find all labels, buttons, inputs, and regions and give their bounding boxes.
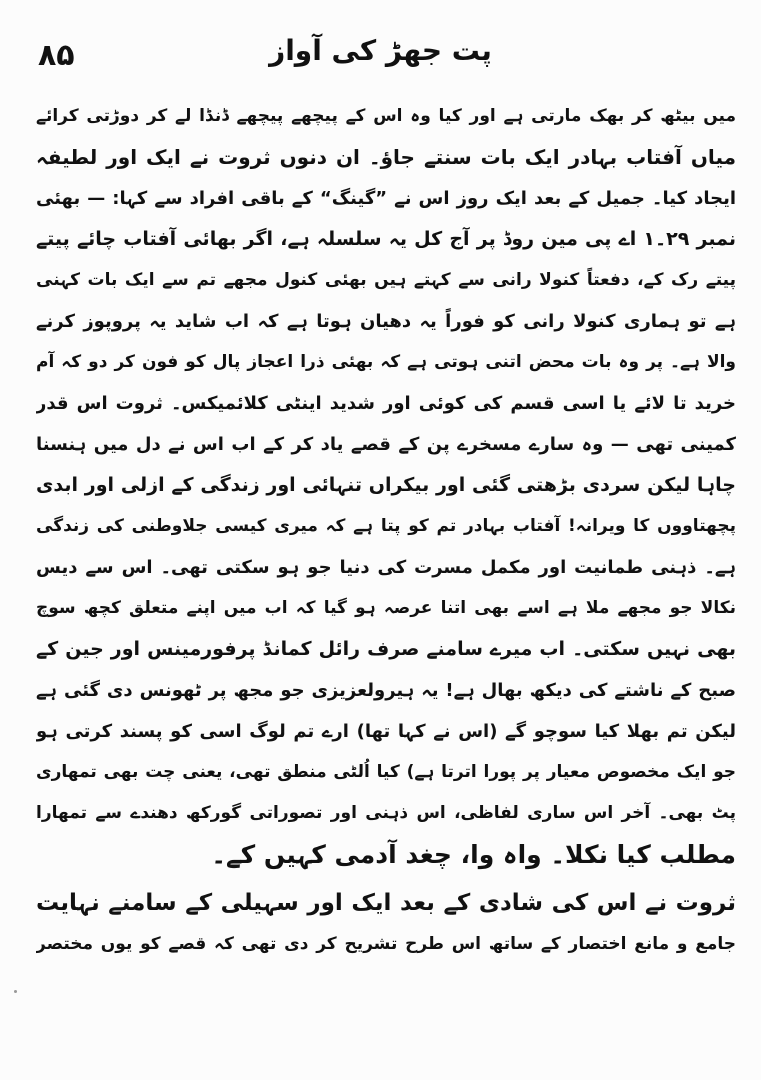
page-number: ۸۵ <box>38 38 75 73</box>
text-line: ایجاد کیا۔ جمیل کے بعد ایک روز اس نے ”گینگ“ کے باقی افراد سے کہا: — بھئی <box>36 188 736 209</box>
text-line: لیکن تم بھلا کیا سوچو گے (اس نے کہا تھا) ارے تم لوگ اسی کو پسند کرتی ہو <box>36 721 736 742</box>
text-line: خرید تا لائے یا اسی قسم کی کوئی اور شدید اینٹی کلائمیکس۔ ثروت اس قدر <box>36 393 736 414</box>
text-line: نکالا جو مجھے ملا ہے اسے بھی اتنا عرصہ ہو گیا کہ اب میں اپنے متعلق کچھ سوچ <box>36 598 736 618</box>
text-line: میں بیٹھ کر بھک مارتی ہے اور کیا وہ اس کے پیچھے پیچھے ڈنڈا لے کر دوڑتی کرائے <box>36 106 736 126</box>
text-line: پٹ بھی۔ آخر اس ساری لفاظی، اس ذہنی اور تصوراتی گورکھ دھندے سے تمھارا <box>36 803 736 823</box>
text-line: جو ایک مخصوص معیار پر پورا اترتا ہے) کیا اُلٹی منطق تھی، یعنی چت بھی تمھاری <box>36 762 736 782</box>
text-line: صبح کے ناشتے کی دیکھ بھال ہے! یہ ہیرولعزیزی جو مجھ پر ٹھونس دی گئی ہے <box>36 680 736 701</box>
text-line: چاہا لیکن سردی بڑھتی گئی اور بیکراں تنہائی اور زندگی کے ازلی اور ابدی <box>36 474 736 496</box>
text-line: کمینی تھی — وہ سارے مسخرے پن کے قصے یاد کر کے اب اس نے دل میں ہنسنا <box>36 434 736 455</box>
text-line: نمبر ۲۹۔۱ اے پی مین روڈ پر آج کل یہ سلسلہ ہے، اگر بھائی آفتاب چائے پیتے <box>36 228 736 250</box>
text-line: والا ہے۔ پر وہ بات محض اتنی ہوتی ہے کہ بھئی ذرا اعجاز پال کو فون کر دو کہ آم <box>36 352 736 372</box>
paragraph-end-line: مطلب کیا نکلا۔ واہ وا، چغد آدمی کہیں کے۔ <box>211 840 736 869</box>
text-line: پیتے رک کے، دفعتاً کنولا رانی سے کہتے ہیں بھئی کنول مجھے تم سے ایک بات کہنی <box>36 270 736 290</box>
scan-speck <box>14 990 17 993</box>
text-line: بھی نہیں سکتی۔ اب میرے سامنے صرف رائل کمانڈ پرفورمینس اور جین کے <box>36 638 736 660</box>
running-header: پت جھڑ کی آواز <box>269 34 492 67</box>
text-line: پچھتاووں کا ویرانہ! آفتاب بہادر تم کو پتا ہے کہ میری کیسی جلاوطنی کی زندگی <box>36 516 736 536</box>
paragraph-start-line: ثروت نے اس کی شادی کے بعد ایک اور سہیلی کے سامنے نہایت <box>36 890 736 916</box>
body-text <box>36 96 736 965</box>
paragraph-gap <box>36 875 736 883</box>
text-line: جامع و مانع اختصار کے ساتھ اس طرح تشریح کر دی تھی کہ قصے کو یوں مختصر <box>36 934 736 954</box>
text-line: ہے۔ ذہنی طمانیت اور مکمل مسرت کی دنیا جو ہو سکتی تھی۔ اس سے دیس <box>36 557 736 578</box>
text-line: ہے تو ہماری کنولا رانی کو فوراً یہ دھیان ہوتا ہے کہ اب شاید یہ پروپوز کرنے <box>36 311 736 332</box>
text-line: میاں آفتاب بہادر ایک بات سنتے جاؤ۔ ان دنوں ثروت نے ایک اور لطیفہ <box>36 145 736 169</box>
